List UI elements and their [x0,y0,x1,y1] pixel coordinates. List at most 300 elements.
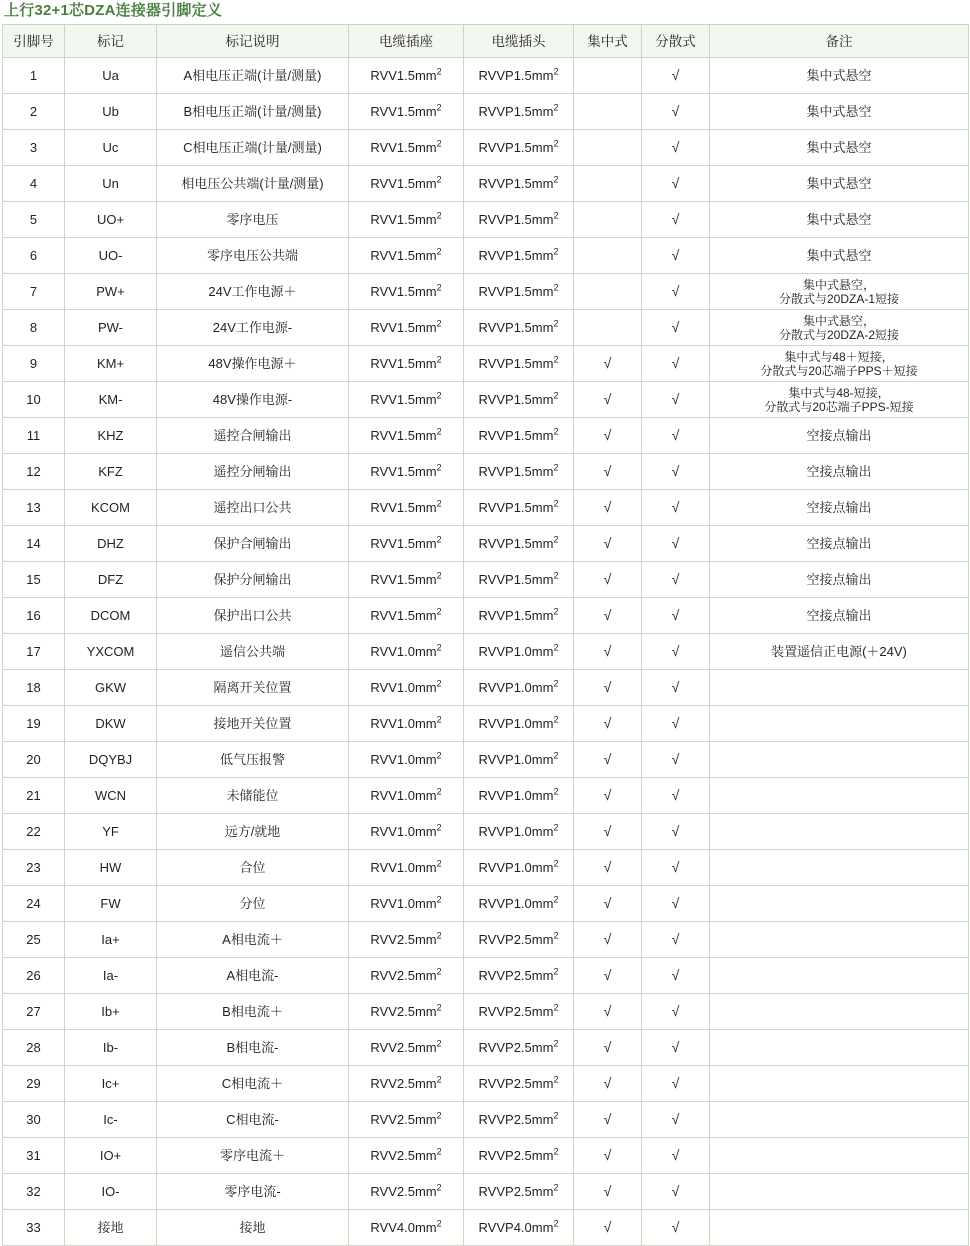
cell-remark [710,310,969,346]
cell-cable-plug: $RVVP1.5mm^2$ [464,526,574,562]
cell-cable-plug: $RVVP2.5mm^2$ [464,1030,574,1066]
cell-cable-plug: $RVVP1.5mm^2$ [464,310,574,346]
cell-centralized [574,382,642,418]
table-row [3,490,969,526]
check-icon: √ [603,967,612,983]
cell-remark [710,1138,969,1174]
cell-remark [710,886,969,922]
cell-cable-socket: $RVV1.5mm^2$ [349,562,464,598]
cell-cable-socket: $RVV1.5mm^2$ [349,346,464,382]
cell-remark [710,706,969,742]
check-icon: √ [603,931,612,947]
cell-description: 接地 [157,1210,349,1246]
cell-pin-no: 24 [3,886,65,922]
cell-description: A相电流- [157,958,349,994]
cell-distributed [642,1102,710,1138]
cell-mark: YF [65,814,157,850]
cell-description: 远方/就地 [157,814,349,850]
cell-centralized [574,1210,642,1246]
cell-distributed [642,562,710,598]
cell-cable-plug: $RVVP1.5mm^2$ [464,238,574,274]
cell-distributed [642,202,710,238]
cell-cable-socket: $RVV1.5mm^2$ [349,130,464,166]
cell-centralized [574,850,642,886]
cell-cable-socket: $RVV1.5mm^2$ [349,58,464,94]
cell-pin-no: 29 [3,1066,65,1102]
cell-cable-socket: $RVV1.0mm^2$ [349,814,464,850]
cell-cable-socket: $RVV1.5mm^2$ [349,166,464,202]
cell-distributed [642,490,710,526]
cell-centralized [574,670,642,706]
cell-pin-no: 9 [3,346,65,382]
cell-mark: KM+ [65,346,157,382]
cell-cable-plug: $RVVP1.5mm^2$ [464,418,574,454]
cell-distributed [642,274,710,310]
pin-definition-table [2,24,969,1246]
cell-distributed [642,742,710,778]
table-row [3,238,969,274]
remark-multiline [710,314,968,342]
check-icon: √ [603,1183,612,1199]
page-title: 上行32+1芯DZA连接器引脚定义 [4,2,223,19]
table-row [3,886,969,922]
cell-remark: 装置遥信正电源(＋24V) [710,634,969,670]
table-row [3,166,969,202]
check-icon: √ [671,1075,680,1091]
cell-centralized [574,814,642,850]
cell-description: 保护分闸输出 [157,562,349,598]
table-row [3,562,969,598]
cell-mark: 接地 [65,1210,157,1246]
cell-pin-no: 18 [3,670,65,706]
remark-line: 分散式与20DZA-1短接 [778,291,900,306]
cell-cable-plug: $RVVP1.5mm^2$ [464,562,574,598]
cell-cable-socket: $RVV2.5mm^2$ [349,1030,464,1066]
cell-description: 保护合闸输出 [157,526,349,562]
cell-remark: 集中式悬空 [710,58,969,94]
cell-cable-plug: $RVVP1.5mm^2$ [464,58,574,94]
cell-distributed [642,598,710,634]
cell-mark: YXCOM [65,634,157,670]
cell-remark: 集中式悬空 [710,238,969,274]
cell-mark: Ia- [65,958,157,994]
cell-cable-socket: $RVV2.5mm^2$ [349,1174,464,1210]
check-icon: √ [671,355,680,371]
cell-cable-plug: $RVVP1.5mm^2$ [464,202,574,238]
cell-remark: 集中式悬空 [710,166,969,202]
cell-pin-no: 17 [3,634,65,670]
remark-multiline [710,350,968,378]
check-icon: √ [603,679,612,695]
cell-pin-no: 20 [3,742,65,778]
check-icon: √ [603,1111,612,1127]
cell-mark: Ic+ [65,1066,157,1102]
table-row [3,1102,969,1138]
cell-remark [710,1066,969,1102]
cell-cable-plug: $RVVP2.5mm^2$ [464,1066,574,1102]
cell-distributed [642,166,710,202]
cell-cable-plug: $RVVP1.5mm^2$ [464,130,574,166]
cell-distributed [642,130,710,166]
cell-cable-socket: $RVV1.5mm^2$ [349,526,464,562]
cell-distributed [642,634,710,670]
table-row [3,778,969,814]
table-row [3,94,969,130]
cell-centralized [574,130,642,166]
cell-distributed [642,238,710,274]
cell-mark: Ia+ [65,922,157,958]
cell-distributed [642,1174,710,1210]
table-row [3,346,969,382]
cell-remark [710,1030,969,1066]
cell-cable-plug: $RVVP2.5mm^2$ [464,1102,574,1138]
check-icon: √ [603,463,612,479]
cell-cable-plug: $RVVP1.0mm^2$ [464,706,574,742]
cell-remark: 集中式悬空 [710,202,969,238]
cell-pin-no: 4 [3,166,65,202]
cell-distributed [642,1138,710,1174]
check-icon: √ [671,67,680,83]
check-icon: √ [671,787,680,803]
cell-cable-socket: $RVV2.5mm^2$ [349,994,464,1030]
table-body [3,58,969,1246]
cell-distributed [642,814,710,850]
cell-mark: PW- [65,310,157,346]
check-icon: √ [671,607,680,623]
cell-description: 48V操作电源＋ [157,346,349,382]
check-icon: √ [603,859,612,875]
cell-description: A相电压正端(计量/测量) [157,58,349,94]
cell-centralized [574,1138,642,1174]
cell-remark [710,778,969,814]
check-icon: √ [603,607,612,623]
cell-cable-plug: $RVVP1.5mm^2$ [464,274,574,310]
cell-remark [710,742,969,778]
cell-distributed [642,346,710,382]
cell-remark [710,850,969,886]
cell-pin-no: 8 [3,310,65,346]
check-icon: √ [671,1003,680,1019]
table-row [3,958,969,994]
table-row [3,742,969,778]
check-icon: √ [671,1111,680,1127]
cell-description: 合位 [157,850,349,886]
cell-pin-no: 22 [3,814,65,850]
cell-remark [710,346,969,382]
cell-remark [710,382,969,418]
cell-mark: IO+ [65,1138,157,1174]
table-row [3,1030,969,1066]
remark-line: 集中式与48-短接， [788,385,890,400]
cell-description: 24V工作电源＋ [157,274,349,310]
check-icon: √ [603,715,612,731]
cell-mark: FW [65,886,157,922]
check-icon: √ [671,175,680,191]
cell-remark [710,1102,969,1138]
cell-mark: DFZ [65,562,157,598]
cell-cable-plug: $RVVP1.5mm^2$ [464,454,574,490]
check-icon: √ [671,1183,680,1199]
table-row [3,382,969,418]
table-row [3,454,969,490]
cell-description: 零序电压公共端 [157,238,349,274]
cell-cable-socket: $RVV1.0mm^2$ [349,886,464,922]
check-icon: √ [603,751,612,767]
cell-cable-socket: $RVV1.0mm^2$ [349,742,464,778]
cell-description: 遥控合闸输出 [157,418,349,454]
cell-mark: GKW [65,670,157,706]
check-icon: √ [603,571,612,587]
cell-centralized [574,778,642,814]
cell-description: 24V工作电源- [157,310,349,346]
cell-remark: 集中式悬空 [710,130,969,166]
column-header-plug: 电缆插头 [464,25,574,58]
cell-mark: IO- [65,1174,157,1210]
cell-description: 遥信公共端 [157,634,349,670]
cell-distributed [642,1066,710,1102]
cell-centralized [574,994,642,1030]
cell-cable-plug: $RVVP1.5mm^2$ [464,490,574,526]
cell-centralized [574,526,642,562]
remark-multiline [710,386,968,414]
check-icon: √ [671,427,680,443]
cell-mark: KCOM [65,490,157,526]
remark-line: 分散式与20芯端子PPS＋短接 [760,363,918,378]
cell-description: 遥控分闸输出 [157,454,349,490]
cell-pin-no: 19 [3,706,65,742]
cell-mark: Ib- [65,1030,157,1066]
cell-distributed [642,1210,710,1246]
check-icon: √ [671,751,680,767]
cell-distributed [642,382,710,418]
table-row [3,202,969,238]
table-row [3,706,969,742]
cell-cable-socket: $RVV1.0mm^2$ [349,850,464,886]
cell-centralized [574,274,642,310]
cell-centralized [574,742,642,778]
cell-mark: DQYBJ [65,742,157,778]
check-icon: √ [671,571,680,587]
cell-cable-socket: $RVV2.5mm^2$ [349,922,464,958]
cell-centralized [574,238,642,274]
cell-pin-no: 1 [3,58,65,94]
cell-description: B相电压正端(计量/测量) [157,94,349,130]
cell-distributed [642,778,710,814]
cell-description: 48V操作电源- [157,382,349,418]
check-icon: √ [603,1219,612,1235]
cell-mark: DKW [65,706,157,742]
cell-distributed [642,418,710,454]
remark-line: 集中式悬空， [802,277,875,292]
cell-cable-plug: $RVVP1.5mm^2$ [464,94,574,130]
check-icon: √ [671,391,680,407]
cell-centralized [574,598,642,634]
cell-centralized [574,706,642,742]
cell-cable-socket: $RVV1.5mm^2$ [349,418,464,454]
table-row [3,670,969,706]
cell-remark: 空接点输出 [710,526,969,562]
cell-pin-no: 2 [3,94,65,130]
cell-remark [710,922,969,958]
cell-centralized [574,418,642,454]
check-icon: √ [603,787,612,803]
cell-pin-no: 10 [3,382,65,418]
table-row [3,1174,969,1210]
column-header-distributed: 分散式 [642,25,710,58]
cell-centralized [574,202,642,238]
cell-pin-no: 32 [3,1174,65,1210]
cell-mark: KM- [65,382,157,418]
cell-remark [710,958,969,994]
cell-cable-plug: $RVVP1.0mm^2$ [464,814,574,850]
table-row [3,634,969,670]
cell-centralized [574,1174,642,1210]
cell-centralized [574,922,642,958]
cell-distributed [642,94,710,130]
cell-remark: 空接点输出 [710,490,969,526]
check-icon: √ [671,211,680,227]
cell-cable-socket: $RVV1.5mm^2$ [349,202,464,238]
cell-cable-plug: $RVVP2.5mm^2$ [464,922,574,958]
column-header-mark: 标记 [65,25,157,58]
cell-cable-plug: $RVVP2.5mm^2$ [464,994,574,1030]
check-icon: √ [671,463,680,479]
table-row [3,1138,969,1174]
cell-pin-no: 3 [3,130,65,166]
cell-remark: 空接点输出 [710,562,969,598]
cell-cable-plug: $RVVP1.0mm^2$ [464,742,574,778]
cell-cable-socket: $RVV1.5mm^2$ [349,490,464,526]
check-icon: √ [671,499,680,515]
cell-centralized [574,346,642,382]
cell-centralized [574,310,642,346]
check-icon: √ [671,283,680,299]
column-header-centralized: 集中式 [574,25,642,58]
check-icon: √ [671,967,680,983]
cell-pin-no: 5 [3,202,65,238]
cell-description: C相电压正端(计量/测量) [157,130,349,166]
cell-centralized [574,1102,642,1138]
check-icon: √ [603,535,612,551]
check-icon: √ [671,139,680,155]
cell-description: 低气压报警 [157,742,349,778]
cell-mark: KFZ [65,454,157,490]
cell-cable-plug: $RVVP1.0mm^2$ [464,850,574,886]
cell-description: B相电流- [157,1030,349,1066]
cell-description: C相电流＋ [157,1066,349,1102]
table-row [3,850,969,886]
cell-cable-plug: $RVVP1.0mm^2$ [464,670,574,706]
cell-pin-no: 14 [3,526,65,562]
cell-pin-no: 21 [3,778,65,814]
cell-centralized [574,886,642,922]
remark-line: 集中式与48＋短接， [784,349,894,364]
cell-cable-plug: $RVVP1.5mm^2$ [464,382,574,418]
column-header-pin-no: 引脚号 [3,25,65,58]
cell-mark: PW+ [65,274,157,310]
cell-cable-plug: $RVVP1.0mm^2$ [464,778,574,814]
cell-remark [710,1210,969,1246]
cell-pin-no: 28 [3,1030,65,1066]
cell-description: 相电压公共端(计量/测量) [157,166,349,202]
cell-description: 零序电压 [157,202,349,238]
check-icon: √ [671,643,680,659]
cell-cable-socket: $RVV1.5mm^2$ [349,598,464,634]
cell-pin-no: 12 [3,454,65,490]
cell-pin-no: 6 [3,238,65,274]
header-row [3,25,969,58]
cell-pin-no: 31 [3,1138,65,1174]
cell-pin-no: 15 [3,562,65,598]
check-icon: √ [603,1147,612,1163]
cell-cable-socket: $RVV1.5mm^2$ [349,274,464,310]
cell-cable-socket: $RVV2.5mm^2$ [349,1066,464,1102]
check-icon: √ [671,1219,680,1235]
cell-distributed [642,958,710,994]
check-icon: √ [671,931,680,947]
cell-distributed [642,706,710,742]
cell-cable-socket: $RVV1.0mm^2$ [349,634,464,670]
table-row [3,526,969,562]
cell-cable-socket: $RVV1.5mm^2$ [349,94,464,130]
cell-description: 隔离开关位置 [157,670,349,706]
table-row [3,130,969,166]
remark-line: 分散式与20DZA-2短接 [778,327,900,342]
check-icon: √ [603,1003,612,1019]
table-row [3,598,969,634]
cell-centralized [574,634,642,670]
cell-cable-plug: $RVVP1.0mm^2$ [464,886,574,922]
cell-cable-plug: $RVVP4.0mm^2$ [464,1210,574,1246]
table-row [3,922,969,958]
table-row [3,58,969,94]
cell-mark: KHZ [65,418,157,454]
cell-mark: UO+ [65,202,157,238]
check-icon: √ [671,715,680,731]
cell-cable-plug: $RVVP1.5mm^2$ [464,346,574,382]
table-row [3,274,969,310]
cell-cable-plug: $RVVP2.5mm^2$ [464,1174,574,1210]
column-header-remark: 备注 [710,25,969,58]
cell-mark: Ic- [65,1102,157,1138]
cell-distributed [642,58,710,94]
cell-remark: 集中式悬空 [710,94,969,130]
cell-description: B相电流＋ [157,994,349,1030]
table-row [3,1210,969,1246]
cell-cable-plug: $RVVP1.5mm^2$ [464,598,574,634]
cell-mark: DCOM [65,598,157,634]
check-icon: √ [671,679,680,695]
check-icon: √ [603,1075,612,1091]
table-row [3,418,969,454]
cell-centralized [574,958,642,994]
check-icon: √ [671,319,680,335]
cell-description: A相电流＋ [157,922,349,958]
cell-cable-socket: $RVV2.5mm^2$ [349,1102,464,1138]
cell-centralized [574,562,642,598]
cell-distributed [642,922,710,958]
table-row [3,1066,969,1102]
cell-description: 分位 [157,886,349,922]
check-icon: √ [603,499,612,515]
remark-line: 分散式与20芯端子PPS-短接 [764,399,914,414]
remark-multiline [710,278,968,306]
cell-pin-no: 30 [3,1102,65,1138]
cell-mark: Uc [65,130,157,166]
table-header [3,25,969,58]
cell-description: 零序电流＋ [157,1138,349,1174]
table-row [3,814,969,850]
